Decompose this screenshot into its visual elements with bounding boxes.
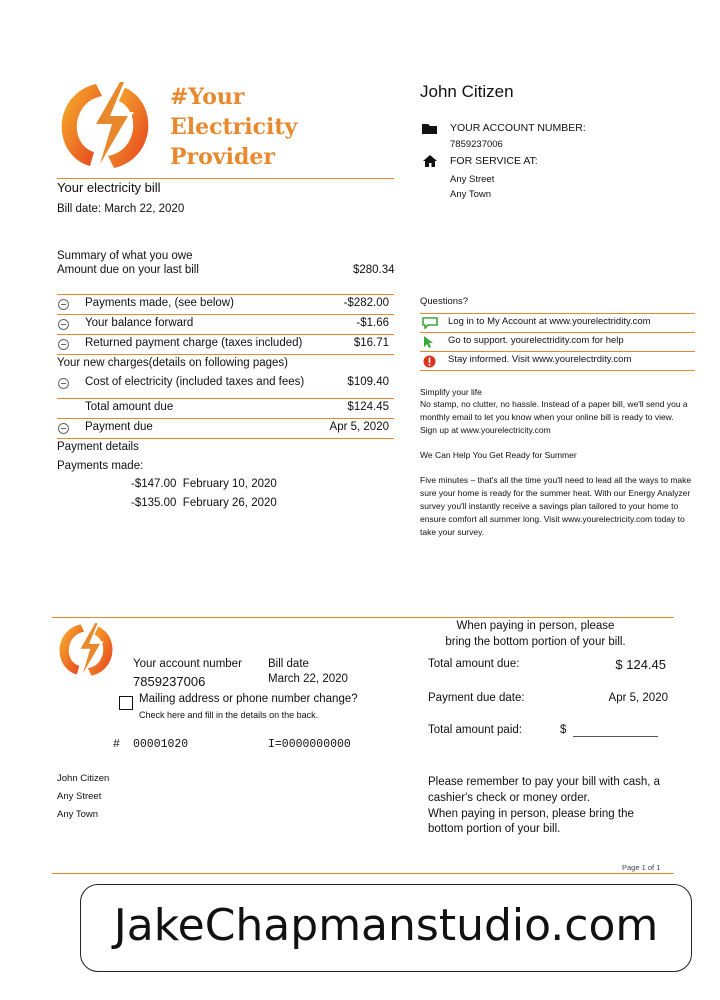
- divider: [57, 438, 394, 439]
- minus-circle-icon: [58, 319, 69, 330]
- brand-line-1: #Your: [170, 84, 245, 110]
- summary-heading: Summary of what you owe: [57, 250, 193, 262]
- summer-heading: We Can Help You Get Ready for Summer: [420, 450, 577, 460]
- payment-amount: -$147.00: [131, 478, 177, 490]
- stub-bill-date: March 22, 2020: [268, 673, 348, 685]
- question-item-info[interactable]: [420, 351, 695, 370]
- payments-made-label: Payments made:: [57, 460, 144, 472]
- cursor-icon: [423, 335, 435, 349]
- page-number: Page 1 of 1: [622, 863, 661, 872]
- divider: [57, 178, 394, 179]
- plus-circle-icon: [58, 339, 69, 350]
- account-number: 7859237006: [450, 139, 503, 150]
- brand-line-3: Provider: [170, 144, 275, 170]
- balance-label: Your balance forward: [85, 317, 194, 329]
- simplify-body: No stamp, no clutter, no hassle. Instead of a paper bill, we'll send you a monthly email to let you know when your online bill is ready to view. Sign up at www.yourelectricity.com: [420, 399, 688, 435]
- stub-name: John Citizen: [57, 773, 110, 784]
- mailing-sub: Check here and fill in the details on the back.: [139, 710, 319, 720]
- bill-date-row: [57, 203, 184, 215]
- service-label: FOR SERVICE AT:: [450, 155, 538, 167]
- home-icon: [423, 155, 437, 167]
- stub-bill-date-label: Bill date: [268, 658, 309, 670]
- total-label: Total amount due: [85, 401, 174, 413]
- summary-row-payments: [57, 294, 393, 314]
- payment-amount: -$135.00: [131, 497, 177, 509]
- question-item-support[interactable]: [420, 332, 695, 351]
- brand-line-2: Electricity: [170, 114, 298, 140]
- stub-account-number: 7859237006: [133, 674, 206, 689]
- payment-date: February 10, 2020: [182, 478, 277, 490]
- service-town: Any Town: [450, 189, 492, 200]
- stub-total-label: Total amount due:: [428, 658, 520, 670]
- question-item-text[interactable]: Go to support. yourelectridity.com for help: [448, 335, 624, 346]
- alert-icon: [423, 355, 436, 368]
- stub-account-label: Your account number: [133, 658, 242, 670]
- stub-paid-label: Total amount paid:: [428, 724, 522, 736]
- summary-row-total: [57, 398, 393, 418]
- stub-total-value: $ 124.45: [615, 657, 666, 672]
- remember-line-4: bottom portion of your bill.: [428, 823, 561, 835]
- payment-item: [131, 478, 277, 490]
- watermark-box: [80, 884, 692, 972]
- due-value: Apr 5, 2020: [329, 421, 389, 433]
- stub-hash: #: [113, 738, 120, 751]
- simplify-heading: Simplify your life: [420, 387, 482, 397]
- chat-icon: [422, 317, 438, 329]
- stub-town: Any Town: [57, 809, 99, 820]
- stub-street: Any Street: [57, 791, 102, 802]
- address-change-checkbox[interactable]: [119, 696, 133, 710]
- watermark-text: JakeChapmanstudio.com: [113, 900, 659, 951]
- remember-line-3: When paying in person, please bring the: [428, 808, 634, 820]
- account-label: YOUR ACCOUNT NUMBER:: [450, 122, 586, 134]
- summary-row-balance: [57, 314, 393, 334]
- inperson-line-1: When paying in person, please: [456, 620, 615, 632]
- last-bill-label: Amount due on your last bill: [57, 264, 199, 276]
- question-item-text[interactable]: Log in to My Account at www.yourelectridity.com: [448, 316, 651, 327]
- folder-icon: [422, 123, 438, 135]
- bill-date: March 22, 2020: [104, 203, 185, 215]
- stub-due-label: Payment due date:: [428, 692, 525, 704]
- divider: [57, 354, 394, 355]
- stub-ref2: I=0000000000: [268, 738, 351, 751]
- logo-icon: [52, 617, 120, 683]
- summary-row-cost: [57, 373, 393, 393]
- minus-circle-icon: [58, 423, 69, 434]
- payment-item: [131, 497, 277, 509]
- remember-line-1: Please remember to pay your bill with cash, a: [428, 776, 661, 788]
- remember-line-2: cashier's check or money order.: [428, 792, 590, 804]
- customer-name: John Citizen: [420, 82, 514, 101]
- summer-body: Five minutes – that's all the time you'll need to lead all the ways to make sure your home is ready for the summer heat. With our Energy Analyzer survey you'll instantly receive a savings plan tailored to your home to ensure comfort all summer long. Visit www.yourelectricity.com today to take your survey.: [420, 475, 692, 537]
- cost-label: Cost of electricity (included taxes and fees): [85, 376, 305, 388]
- summary-row-due: [57, 418, 393, 438]
- payment-date: February 26, 2020: [182, 497, 277, 509]
- question-item-login[interactable]: [420, 313, 695, 332]
- mailing-label: Mailing address or phone number change?: [139, 693, 358, 705]
- questions-heading: Questions?: [420, 296, 469, 307]
- due-label: Payment due: [85, 421, 153, 433]
- stub-divider: [52, 617, 674, 618]
- returned-value: $16.71: [353, 337, 389, 349]
- balance-value: -$1.66: [356, 317, 389, 329]
- stub-paid-currency: $: [560, 724, 567, 736]
- cost-value: $109.40: [347, 376, 389, 388]
- divider: [420, 370, 695, 371]
- payment-details-heading: Payment details: [57, 441, 139, 453]
- stub-due-value: Apr 5, 2020: [608, 692, 668, 704]
- question-item-text[interactable]: Stay informed. Visit www.yourelectrdity.com: [448, 354, 632, 365]
- bill-title: Your electricity bill: [57, 180, 161, 195]
- last-bill-value: $280.34: [353, 264, 395, 276]
- bill-date-label: Bill date:: [57, 203, 102, 215]
- total-value: $124.45: [347, 401, 389, 413]
- plus-circle-icon: [58, 378, 69, 389]
- inperson-line-2: bring the bottom portion of your bill.: [445, 636, 626, 648]
- returned-label: Returned payment charge (taxes included): [85, 337, 303, 349]
- service-street: Any Street: [450, 174, 495, 185]
- divider: [52, 873, 674, 874]
- payments-label: Payments made, (see below): [85, 297, 234, 309]
- amount-paid-field[interactable]: [573, 736, 658, 737]
- payments-value: -$282.00: [343, 297, 389, 309]
- new-charges-label: Your new charges(details on following pages): [57, 357, 288, 369]
- logo-icon: [50, 72, 160, 180]
- minus-circle-icon: [58, 299, 69, 310]
- stub-ref1: 00001020: [133, 738, 189, 751]
- summary-row-returned: [57, 334, 393, 354]
